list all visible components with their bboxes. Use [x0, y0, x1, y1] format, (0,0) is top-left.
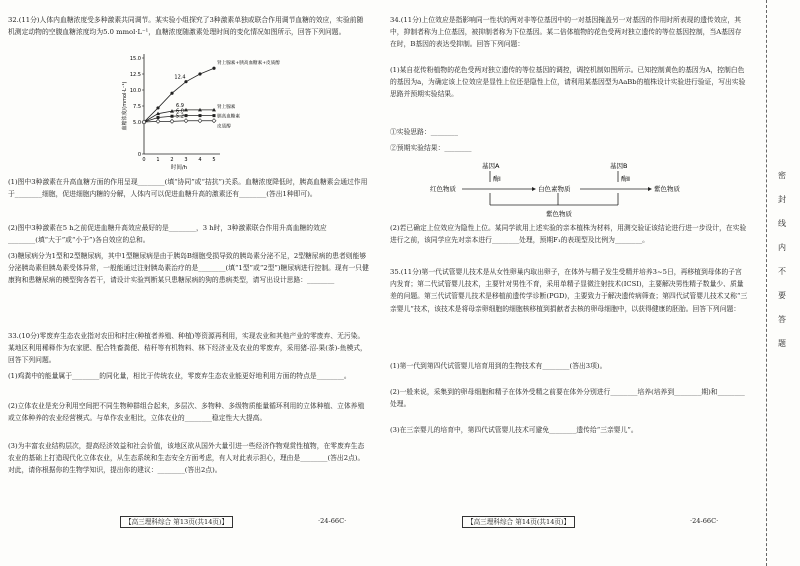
- question-35-intro-text: 35.(11分)第一代试管婴儿技术是从女性卵巢内取出卵子，在体外与精子发生受精并培养3~5日，再移植到母体的子宫内发育；第二代试管婴儿技术，主要针对男性不育，采用单精子显微注射技术(ICSI)，主要解决男性精子数量少、质量差的问题。第三代试管婴儿技术是移植前遗传学诊断(PGD)，主要致力于解决遗传病筛查；第四代试管婴儿技术又称“三亲婴儿”技术，该技术是将母亲卵细胞的细胞核移植到捐献者去核的卵母细胞中，以获得健康的胚胎。回答下列问题：: [390, 268, 748, 313]
- seal-line-margin: [766, 0, 800, 566]
- question-33-1: [8, 370, 370, 382]
- question-33-3: [8, 440, 370, 477]
- question-32-1-text: (1)图中3种激素在升高血糖方面的作用呈现________(填“协同”或“拮抗”)关系。血糖浓度降低时，胰高血糖素会通过作用于________细胞，促进细胞内糖的分解，人体内可以促进血糖升高的激素还有________(答出1种即可)。: [8, 178, 368, 199]
- seal-word-6: 答: [778, 315, 786, 324]
- question-35-3: [390, 424, 748, 436]
- chart-series-name-3: 皮质醇: [217, 124, 231, 130]
- pathway-arrowhead-1: [532, 187, 536, 191]
- question-34-design-text: ①实验思路：________: [390, 128, 458, 136]
- chart-y-label: 血糖浓度/(mmol·L⁻¹): [122, 81, 128, 131]
- white-substance-label: 白色素物质: [538, 185, 571, 193]
- question-34-intro: [390, 14, 748, 51]
- question-35-2-text: (2)一般来说，采集到的卵母细胞和精子在体外受精之前要在体外分别进行________培养(培养到________期)和________处理。: [390, 388, 745, 409]
- question-33-2-text: (2)立体农业是充分利用空间把不同生物种群组合起来，多层次、多物种、多级物质能量循环利用的立体种植、立体养殖或立体种养的农业经营模式。与单作农业相比，立体农业的________稳定性大大提高。: [8, 402, 365, 423]
- right-footer-title: 【高三理科综合 第14页(共14页)】: [462, 516, 575, 528]
- chart-point-2-4: [199, 114, 202, 117]
- blood-glucose-chart: [118, 50, 280, 178]
- chart-value-label-1: 6.9: [176, 102, 184, 109]
- chart-x-tick-label-3: 3: [184, 157, 188, 163]
- chart-series-line-3: [144, 121, 214, 122]
- right-page: [390, 0, 750, 566]
- chart-point-3-2: [170, 119, 174, 123]
- left-footer: [120, 516, 233, 526]
- question-34-1: [390, 64, 748, 101]
- purple-substance-label: 紫色物质: [654, 185, 680, 193]
- enzyme-1-label: 酶Ⅰ: [493, 176, 501, 183]
- left-page: [0, 0, 380, 566]
- seal-word-0: 密: [778, 171, 786, 180]
- question-32-intro-text: 32.(11分)人体内血糖浓度受多种激素共同调节。某实验小组探究了3种激素单独或联合作用调节血糖的效应，实验前随机测定动物的空腹血糖浓度均为5.0 mmol·L⁻¹，血糖浓度随激素处理时间的变化情况如图所示，回答下列问题。: [8, 16, 364, 37]
- question-34-intro-text: 34.(11分)上位效应是指影响同一性状的两对非等位基因中的一对基因掩盖另一对基因的作用时所表现的遗传效应，其中，抑制者称为上位基因，被抑制者称为下位基因。某二倍体植物的花色受两对独立遗传的等位基因控制，当A基因存在时，B基因的表达受抑制。回答下列问题：: [390, 16, 742, 49]
- seal-word-2: 线: [778, 219, 786, 228]
- question-34-result: [390, 142, 748, 154]
- chart-x-tick-label-0: 0: [142, 157, 146, 163]
- question-32-3-text: (3)糖尿病分为1型和2型糖尿病，其中1型糖尿病是由于胰岛B细胞受损导致的胰岛素分泌不足，2型糖尿病的患者则能够分泌胰岛素但胰岛素受体异常，一般能通过注射胰岛素治疗的是________(填“1型”或“2型”)糖尿病进行控制。现有一只健康狗和患糖尿病的模型狗各若干，请设计实验判断某只患糖尿病的狗的患病类型，请写出设计思路：________: [8, 252, 369, 285]
- chart-x-label: 时间/h: [170, 165, 188, 171]
- gene-pathway-diagram: [420, 158, 720, 220]
- seal-word-7: 题: [778, 339, 786, 348]
- question-32-2: [8, 222, 370, 246]
- chart-x-tick-label-1: 1: [156, 157, 160, 163]
- chart-point-2-3: [185, 114, 188, 117]
- chart-x-tick-label-5: 5: [212, 157, 216, 163]
- gene-a-label: 基因A: [482, 162, 500, 170]
- red-substance-label: 红色物质: [430, 185, 456, 193]
- pathway-arrowhead-2: [648, 187, 652, 191]
- question-33-intro: [8, 330, 370, 367]
- chart-point-3-1: [156, 119, 160, 123]
- question-32-3: [8, 250, 370, 287]
- chart-point-2-1: [157, 116, 160, 119]
- question-33-intro-text: 33.(10分)零废弃生态农业指对农田和村庄(种植者养殖、种植)等资源再利用，实现农业和其他产业的零废弃、无污染。某地区利用稀释作为农家肥、配合牲畜粪便、秸秆等有机物料、林下经济业及农业的零废弃，采用猪-沼-果(茶)-鱼模式，回答下列问题。: [8, 332, 367, 365]
- chart-y-tick-label-4: 12.5: [129, 72, 141, 78]
- chart-series-name-0: 肾上腺素+胰高血糖素+皮质醇: [217, 61, 280, 67]
- right-footer: [462, 516, 575, 526]
- chart-y-tick-label-5: 15.0: [129, 56, 141, 62]
- chart-point-3-5: [212, 119, 216, 123]
- question-34-2-text: (2)若已确定上位效应为隐性上位。某同学欲用上述实验的亲本植株为材料，用测交验证该结论进行进一步设计，在实验进行之前，该同学应先对亲本进行________处理，预期F₁的表现型及比例为________。: [390, 224, 747, 245]
- question-34-result-text: ②预期实验结果：________: [390, 144, 472, 152]
- left-footer-title: 【高三理科综合 第13页(共14页)】: [120, 516, 233, 528]
- seal-word-5: 要: [778, 291, 786, 300]
- chart-value-label-2: 6.0: [176, 108, 184, 115]
- chart-point-2-5: [213, 114, 216, 117]
- chart-x-tick-label-4: 4: [198, 157, 202, 163]
- question-35-intro: [390, 266, 748, 315]
- question-35-1: [390, 360, 748, 372]
- chart-value-label-3: 5.2: [176, 113, 184, 120]
- question-35-2: [390, 386, 748, 410]
- enzyme-2-label: 酶Ⅱ: [621, 176, 630, 183]
- chart-point-0-2: [170, 92, 173, 95]
- question-32-1: [8, 176, 370, 200]
- chart-series-name-2: 胰高血糖素: [217, 114, 240, 120]
- question-33-1-text: (1)鸡粪中的能量属于________的同化量，相比于传统农业，零废弃生态农业能更好地利用方面的特点是________。: [8, 372, 351, 380]
- seal-word-1: 封: [778, 195, 786, 204]
- question-32-intro: [8, 14, 370, 38]
- chart-point-0-1: [156, 106, 159, 109]
- seal-word-4: 不: [778, 267, 786, 276]
- seal-dashed-line: [766, 0, 767, 566]
- purple-result-label: 紫色物质: [546, 210, 572, 218]
- chart-point-0-4: [198, 72, 201, 75]
- question-34-1-text: (1)某自花传粉植物的花色受两对独立遗传的等位基因的调控，调控机制如图所示。已知控制黄色的基因为A，控制白色的基因为a，为确定该上位效应是显性上位还是隐性上位，请利用某基因型为AaBb的植株设计实验进行验证，写出实验思路并预期实验结果。: [390, 66, 746, 99]
- question-33-2: [8, 400, 370, 424]
- chart-point-0-5: [212, 67, 215, 70]
- chart-y-tick-label-2: 7.5: [133, 104, 141, 110]
- right-footer-code: ·24-66C·: [690, 517, 719, 525]
- chart-series-name-1: 肾上腺素: [217, 104, 236, 110]
- chart-y-tick-label-3: 10.0: [129, 88, 141, 94]
- question-33-3-text: (3)为丰富农业结构层次，提高经济效益和社会价值，该地区欲从国外大量引进一些经济作物观赏性植物，在零废弃生态农业的基础上打造现代化立体农业，从生态系统和生态安全方面考虑，有人对此表示担心，理由是________(答出2点)。对此，请你根据你的生物学知识，提出你的建议：________(答出2点)。: [8, 442, 365, 475]
- question-34-2: [390, 222, 748, 246]
- question-35-1-text: (1)第一代到第四代试管婴儿培育用到的生物技术有________(答出3项)。: [390, 362, 607, 370]
- question-35-3-text: (3)在三亲婴儿的培育中，第四代试管婴儿技术可避免________遗传给“三亲婴儿”。: [390, 426, 638, 434]
- chart-point-2-2: [171, 115, 174, 118]
- chart-point-3-3: [184, 119, 188, 123]
- chart-point-3-4: [198, 119, 202, 123]
- chart-y-tick-label-0: 0: [137, 152, 141, 158]
- question-32-2-text: (2)图中3种激素在5 h之前促进血糖升高效应最好的是________，3 h时，3种激素联合作用升高血糖的效应________(填“大于”或“小于”)各自效应的总和。: [8, 224, 327, 245]
- question-34-design: [390, 126, 748, 138]
- seal-word-3: 内: [778, 243, 786, 252]
- chart-x-tick-label-2: 2: [170, 157, 174, 163]
- gene-b-label: 基因B: [610, 162, 628, 170]
- chart-value-label-0: 12.4: [174, 74, 186, 81]
- left-footer-code: ·24-66C·: [318, 517, 347, 525]
- chart-y-tick-label-1: 5.0: [133, 120, 141, 126]
